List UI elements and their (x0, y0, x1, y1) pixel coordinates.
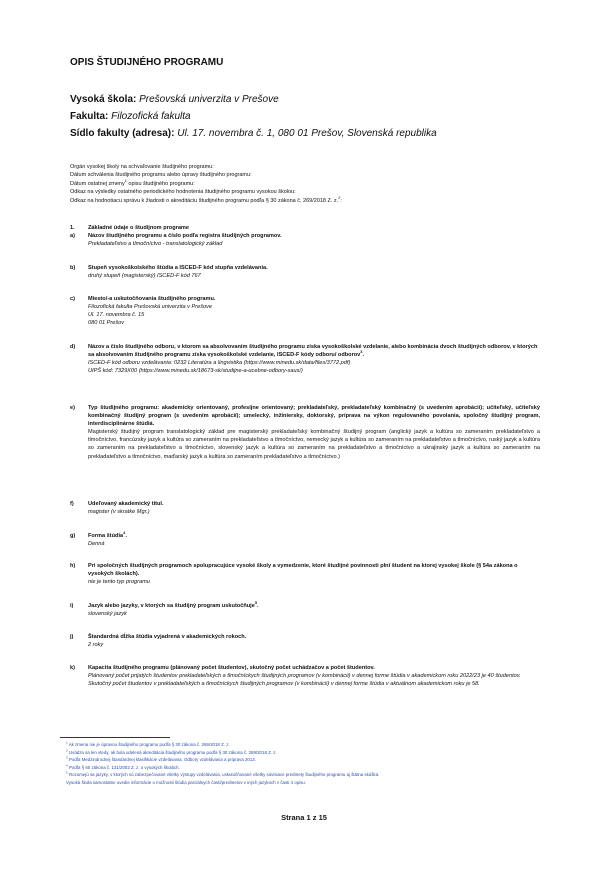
item-f (70, 500, 540, 516)
item-label: j) (70, 634, 74, 640)
item-value: 2 roky (88, 642, 104, 649)
item-value: Prekladateľstvo a tlmočníctvo - translatologický základ (88, 241, 223, 248)
section-1-heading (70, 224, 540, 232)
item-label: k) (70, 665, 75, 671)
item-title: Názov študijného programu a číslo podľa registra študijných programov. (88, 233, 282, 239)
item-label: h) (70, 563, 76, 569)
footnote: $^1$ Ak zmena nie je úpravou študijného programu podľa § 30 zákona č. 269/2018 Z. z. (66, 740, 230, 747)
item-title: Názov a číslo študijného odboru, v ktorom sa absolvovaním študijného programu získa vysokoškolské vzdelanie, alebo kombinácia dvoch študijných odborov, v ktorých sa absolvovaním študijného programu získa vysokoškolské vzdelanie, ISCED-F kódy odboru/ odborov$^3$. (88, 344, 538, 359)
item-d (70, 343, 540, 375)
item-c (70, 295, 540, 327)
item-title: Udeľovaný akademický titul. (88, 501, 164, 507)
item-j (70, 633, 540, 649)
footnote: $^2$ Uvádza sa len vtedy, ak bola udelená akreditácia študijného programu podľa § 30 zákona č. 269/2018 Z. z. (66, 748, 277, 755)
item-value: Filozofická fakulta Prešovská univerzita v Prešove (88, 304, 213, 311)
item-label: b) (70, 265, 76, 271)
section-number: 1. (70, 225, 75, 231)
item-label: d) (70, 344, 76, 350)
item-label: c) (70, 296, 75, 302)
footnote: Vysoká škola samostatne uvedie informácie o možnosti štúdia parciálnych častí/predmetov v iných jazykoch v časti 4 opisu. (66, 779, 306, 785)
item-value: slovenský jazyk (88, 611, 127, 618)
faculty-line (70, 111, 191, 122)
item-value: magister (v skratke Mgr.) (88, 509, 150, 516)
item-value: nie je tento typ programu (88, 579, 150, 586)
meta-last-change: Dátum ostatnej zmeny$^1$ opisu študijného programu: (70, 178, 195, 187)
item-title: Miesto/-a uskutočňovania študijného programu. (88, 296, 216, 302)
section-title: Základné údaje o študijnom programe (88, 225, 190, 231)
item-value: Ul. 17. novembra č. 15 (88, 312, 145, 319)
item-i (70, 602, 540, 618)
faculty-label: Fakulta: (70, 111, 109, 122)
address-label: Sídlo fakulty (adresa): (70, 128, 175, 139)
item-h (70, 562, 540, 586)
meta-report-link: Odkaz na hodnotiacu správu k žiadosti o akreditáciu študijného programu podľa § 30 zákona č. 269/2018 Z. z.$^2$: (70, 195, 342, 204)
item-label: e) (70, 405, 75, 411)
item-k (70, 664, 540, 688)
meta-organ: Orgán vysokej školy na schvaľovanie študijného programu: (70, 164, 214, 170)
page-number: Strana 1 z 15 (281, 813, 327, 822)
item-title: Forma štúdia$^4$. (88, 530, 127, 539)
item-title: Stupeň vysokoškolského štúdia a ISCED-F kód stupňa vzdelávania. (88, 265, 268, 271)
approval-meta (70, 163, 342, 205)
school-label: Vysoká škola: (70, 94, 137, 105)
meta-evaluation-link: Odkaz na výsledky ostatného periodického hodnotenia študijného programu vysokou školou: (70, 189, 296, 196)
item-b (70, 264, 540, 280)
school-line (70, 94, 279, 105)
item-g (70, 532, 540, 548)
item-value: UIPŠ kód: 7329X00 (https://www.minedu.sk/18673-sk/studijne-a-ucebne-odbory-saus/) (88, 368, 303, 375)
address-line (70, 128, 437, 139)
item-label: a) (70, 233, 75, 239)
item-title: Štandardná dĺžka štúdia vyjadrená v akademických rokoch. (88, 634, 247, 640)
footnote: $^3$ Podľa Medzinárodnej štandardnej klasifikácie vzdelávania. Odbory vzdelávania a príprava 2013. (66, 755, 256, 763)
item-a (70, 232, 540, 248)
item-title: Jazyk alebo jazyky, v ktorých sa študijný program uskutočňuje$^5$. (88, 600, 259, 609)
item-title: Kapacita študijného programu (plánovaný počet študentov), skutočný počet uchádzačov a počet študentov. (88, 665, 375, 671)
item-value: ISCED-F kód odboru vzdelávania: 0232 Literatúra a lingvistika (https://www.minedu.sk/data/files/3772.pdf) (88, 360, 351, 367)
footnote: $^4$ Podľa § 60 zákona č. 131/2002 Z. z. o vysokých školách. (66, 763, 180, 770)
faculty-value: Filozofická fakulta (111, 111, 191, 122)
item-value: Plánovaný počet prijatých študentov prekladateľských a tlmočníckych študijných programov (v kombinácii) v dennej forme štúdia v akademickom roku 2022/23 je 40 študentov. (88, 673, 521, 680)
item-value: 080 01 Prešov (88, 320, 125, 327)
footnotes (66, 741, 546, 787)
item-value: Skutočný počet študentov v prekladateľských a tlmočníckych študijných programov (v kombinácii) v dennej forme štúdia v aktuálnom akademickom roku je 58. (88, 681, 480, 688)
item-value: Denná (88, 541, 105, 548)
item-title: Typ študijného programu: akademicky orientovaný, profesijne orientovaný; prekladateľský, prekladateľský kombinačný (s uvedením aprobácií); učiteľský, učiteľský kombinačný študijný program (s uvedením aprobácií); umelecký, inžiniersky, doktorský, príprava na výkon regulovaného povolania, spoločný študijný program, interdisciplinárne štúdiá. (88, 405, 540, 428)
item-label: g) (70, 533, 76, 539)
address-value: Ul. 17. novembra č. 1, 080 01 Prešov, Slovenská republika (177, 128, 437, 139)
item-label: f) (70, 501, 74, 507)
footnote-divider (60, 737, 170, 738)
meta-approval-date: Dátum schválenia študijného programu alebo úpravy študijného programu: (70, 172, 252, 179)
school-value: Prešovská univerzita v Prešove (139, 94, 279, 105)
footnote: $^5$ Rozumejú sa jazyky, v ktorých sú zabezpečované všetky výstupy vzdelávania, uskutočňované všetky súvisiace predmety študijného programu aj štátna skúška. (66, 770, 380, 778)
item-value: druhý stupeň (magisterský) ISCED-F kód 767 (88, 273, 201, 280)
item-title: Pri spoločných študijných programoch spolupracujúce vysoké školy a vymedzenie, ktoré študijné povinnosti plní študent na ktorej vysokej škole (§ 54a zákona o vysokých školách). (88, 563, 518, 578)
item-label: i) (70, 603, 74, 609)
item-value: Magisterský študijný program translatologický základ pre magisterský prekladateľský kombinačný študijný program (anglický jazyk a kultúra so zameraním prekladateľstvo a tlmočníctvo, francúzsky jazyk a kultúra so zameraním na prekladateľstvo a tlmočníctvo, nemecký jazyk a kultúra so zameraním na prekladateľstvo a tlmočníctvo, ruský jazyk a kultúra so zameraním na prekladateľstvo a tlmočníctvo, slovenský jazyk a kultúra so zameraním na prekladateľstvo a tlmočníctvo a ukrajinský jazyk a kultúra so zameraním na prekladateľstvo a tlmočníctvo, maďarský jazyk a kultúra so zameraním prekladateľstvo a tlmočníctvo.) (88, 429, 540, 460)
item-e (70, 404, 540, 461)
document-title: OPIS ŠTUDIJNÉHO PROGRAMU (70, 57, 224, 68)
